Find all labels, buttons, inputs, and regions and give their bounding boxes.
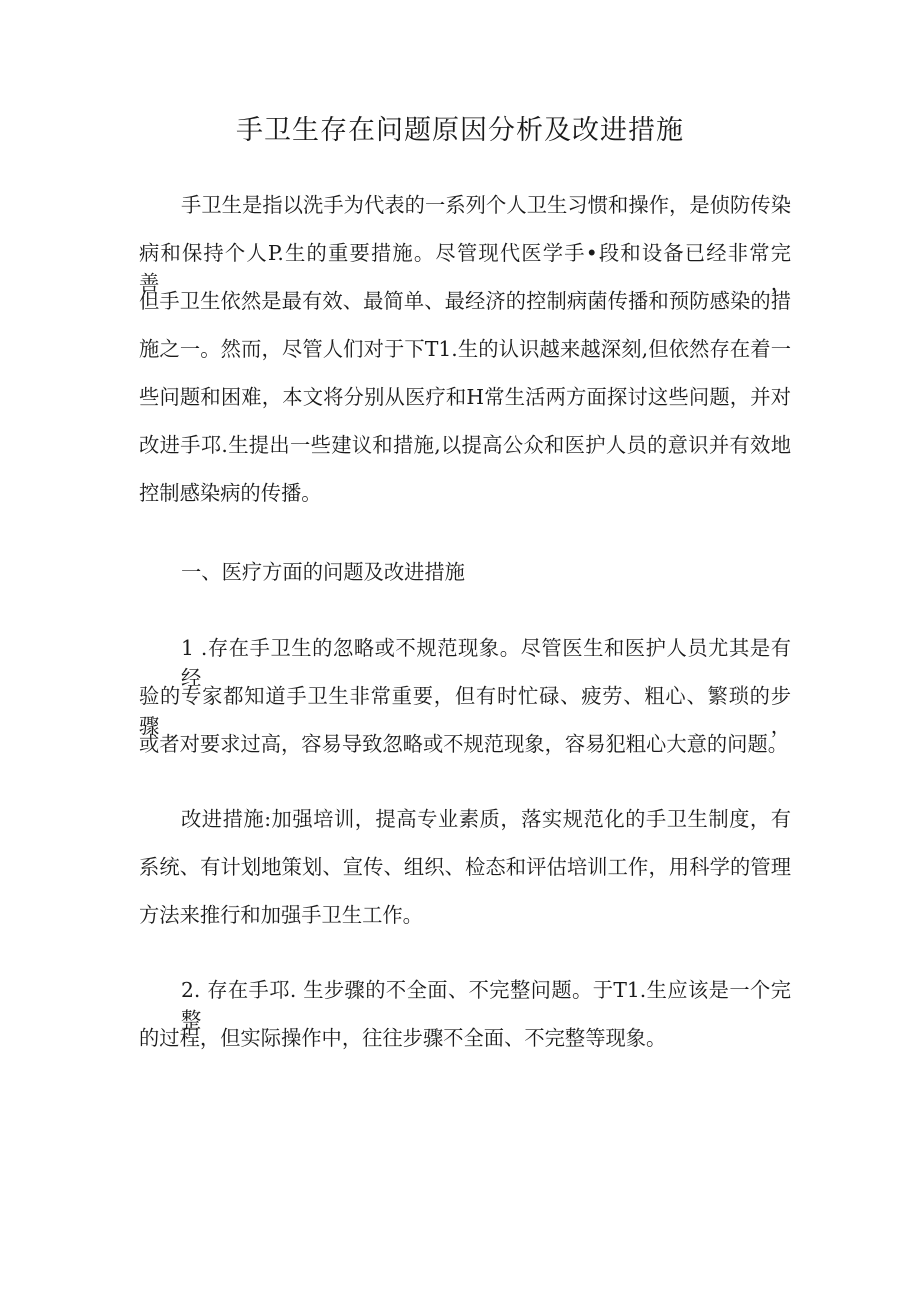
page-title: 手卫生存在问题原因分析及改进措施 <box>236 115 684 146</box>
intro-line: 施之一。然而，尽管人们对于下T1.生的认识越来越深刻,但依然存在着一 <box>139 337 791 361</box>
measure1-line: 改进措施:加强培训，提高专业素质，落实规范化的手卫生制度，有 <box>181 807 791 831</box>
item1-line: 验的专家都知道手卫生非常重要，但有时忙碌、疲劳、粗心、繁琐的步骤， <box>139 684 791 738</box>
intro-line: 些问题和困难，本文将分别从医疗和H常生活两方面探讨这些问题，并对 <box>139 385 791 409</box>
intro-line: 控制感染病的传播。 <box>139 481 322 505</box>
section-heading: 一、医疗方面的问题及改进措施 <box>181 560 465 584</box>
item2-line: 的过程，但实际操作中，往往步骤不全面、不完整等现象。 <box>139 1026 667 1050</box>
intro-line: 病和保持个人P.生的重要措施。尽管现代医学手•段和设备已经非常完善， <box>139 241 791 295</box>
intro-line: 改进手邛.生提出一些建议和措施,以提高公众和医护人员的意识并有效地 <box>139 433 791 457</box>
measure1-line: 系统、有计划地策划、宣传、组织、检态和评估培训工作，用科学的管理 <box>139 855 791 879</box>
measure1-line: 方法来推行和加强手卫生工作。 <box>139 903 423 927</box>
intro-line: 手卫生是指以洗手为代表的一系列个人卫生习惯和操作，是侦防传染 <box>181 193 791 217</box>
item1-line: 或者对要求过高，容易导致忽略或不规范现象，容易犯粗心大意的问题。 <box>139 732 789 756</box>
item2-line: 2. 存在手邛. 生步骤的不全面、不完整问题。于T1.生应该是一个完整 <box>181 978 791 1032</box>
intro-line: 但手卫生依然是最有效、最简单、最经济的控制病菌传播和预防感染的措 <box>139 289 791 313</box>
item1-line: 1 .存在手卫生的忽略或不规范现象。尽管医生和医护人员尤其是有经 <box>181 636 791 690</box>
